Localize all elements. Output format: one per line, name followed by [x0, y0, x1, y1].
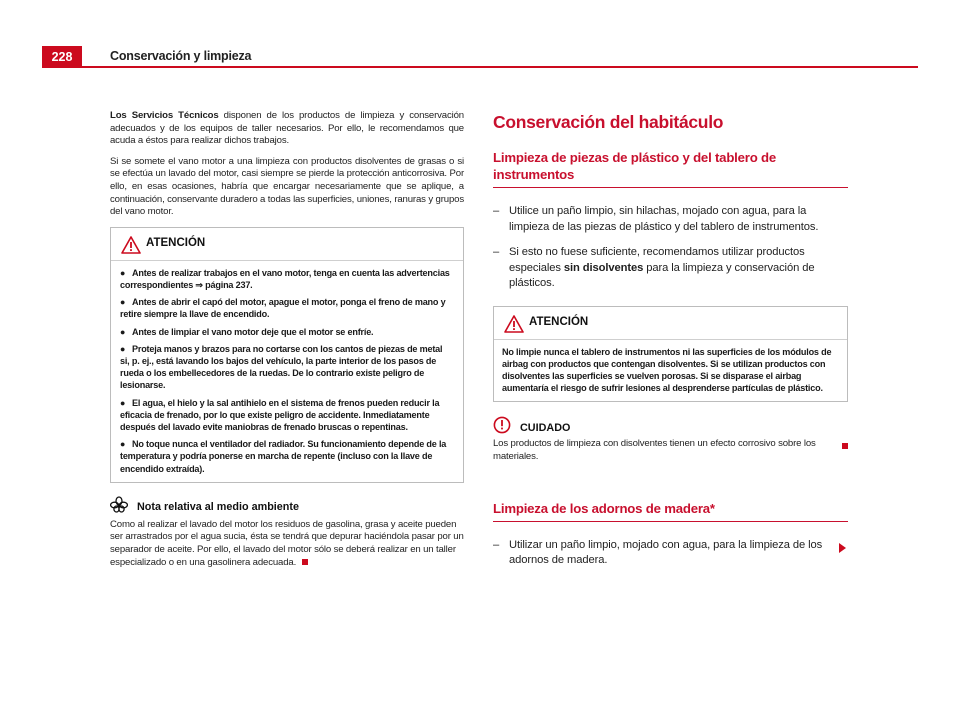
section-end-mark: [842, 443, 848, 449]
list-item-text: Si esto no fuese suficiente, recomendamos utilizar productos especiales: [509, 246, 805, 274]
list-item-text: Utilizar un paño limpio, mojado con agua, para la limpieza de los adornos de madera.: [509, 538, 823, 566]
caution-text: Los productos de limpieza con disolventes tienen un efecto corrosivo sobre los materiales.: [493, 438, 816, 462]
running-title: Conservación y limpieza: [110, 49, 252, 63]
bullet: ●: [120, 267, 126, 278]
environment-note-title: Nota relativa al medio ambiente: [137, 500, 300, 513]
warning-item-text: Antes de abrir el capó del motor, apague el motor, ponga el freno de mano y retire siempre la llave de encendido.: [120, 297, 446, 320]
dash: –: [493, 205, 500, 217]
intro-rest: disponen de los productos de limpieza y conservación adecuados y de los equipos de taller necesarios. Por ello, le recomendamos que acuda a éstos para realizar dichos trabajos.: [110, 110, 464, 147]
caution-exclamation-icon: [493, 416, 511, 434]
plastics-steps: [493, 204, 848, 292]
warning-box: [110, 227, 464, 483]
subsection-title-plastics: Limpieza de piezas de plástico y del tablero de instrumentos: [493, 149, 848, 188]
warning-item-text: Proteja manos y brazos para no cortarse con los cantos de piezas de metal si, p. ej., está lavando los bajos del vehículo, la parte interior de los pasos de rueda o los embellecedores de la ruedas. De lo contrario existe peligro de lesionarse.: [120, 343, 443, 391]
bullet: ●: [120, 439, 126, 450]
list-item: [493, 204, 848, 235]
list-item-bold: sin disolventes: [563, 261, 644, 274]
continue-arrow-icon: [839, 543, 846, 553]
caution-header: [493, 418, 848, 436]
warning-box-airbag: [493, 306, 848, 403]
warning-item-text: El agua, el hielo y la sal antihielo en el sistema de frenos pueden reducir la eficacia de frenado, por lo que existe peligro de accidente. Inmediatamente después del lavado evite maniobras de frenado bruscas o repentinas.: [120, 397, 440, 432]
warning-text: No limpie nunca el tablero de instrumentos ni las superficies de los módulos de airbag con productos que contengan disolventes. Si se utilizan productos con disolventes las superficies se vuelven porosas. Si se disparase el airbag aumentaría el riesgo de sufrir lesiones al desprenderse partículas de plástico.: [502, 346, 832, 394]
warning-title: ATENCIÓN: [146, 236, 206, 249]
environment-note-header: [110, 499, 464, 515]
subsection-title-wood: Limpieza de los adornos de madera*: [493, 500, 848, 522]
environment-note-body: Como al realizar el lavado del motor los residuos de gasolina, grasa y aceite pueden ser arrastrados por el agua sucia, ésta se tendrá que depurar haciéndola pasar por un separador de aceite. Por ello, el lavado del motor sólo se deberá realizar en un taller especializado o en una gasolinera adecuada.: [110, 518, 464, 568]
warning-item: [120, 296, 454, 320]
wood-steps: [493, 538, 848, 569]
dash: –: [493, 538, 500, 551]
warning-body: [494, 340, 847, 402]
bullet: ●: [120, 297, 126, 308]
list-item-text-end: para la limpieza y conservación de plásticos.: [509, 261, 815, 289]
warning-item-text: No toque nunca el ventilador del radiador. Su funcionamiento depende de la temperatura y podría ponerse en marcha de repente (incluso con la llave de encendido extraída).: [120, 439, 447, 474]
section-title: Conservación del habitáculo: [493, 112, 724, 132]
warning-header: [494, 307, 847, 340]
intro-paragraph: [110, 110, 464, 148]
warning-item: [120, 397, 454, 434]
warning-item: [120, 267, 454, 291]
warning-item-text: Antes de realizar trabajos en el vano motor, tenga en cuenta las advertencias correspondientes ⇒ página 237.: [120, 267, 450, 290]
bullet: ●: [120, 343, 126, 354]
warning-body: [111, 261, 463, 482]
environment-note: [110, 499, 464, 569]
warning-item-text: Antes de limpiar el vano motor deje que el motor se enfríe.: [132, 326, 374, 337]
bullet: ●: [120, 397, 126, 408]
engine-wash-paragraph: Si se somete el vano motor a una limpieza con productos disolventes de grasas o si se efectúa un lavado del motor, casi siempre se pierde la protección anticorrosiva. Por ello, en esas ocasiones, habría que encargar necesariamente que se aplique, a continuación, conservante duradero a todas las superficies, uniones, ranuras y grupos del vano motor.: [110, 155, 464, 218]
list-item: [493, 245, 848, 292]
right-column: [493, 112, 848, 579]
warning-triangle-icon: [504, 315, 524, 333]
header-rule: [42, 66, 918, 68]
page-number: 228: [42, 46, 82, 68]
left-column: [110, 110, 464, 569]
section-end-mark: [302, 559, 308, 565]
warning-item: [120, 326, 454, 338]
warning-title: ATENCIÓN: [529, 315, 589, 328]
warning-item: [120, 438, 454, 475]
caution-note: [493, 418, 848, 463]
warning-item: [120, 343, 454, 392]
list-item: [493, 538, 848, 569]
environment-note-text: [110, 519, 464, 569]
list-item-text: Utilice un paño limpio, sin hilachas, mojado con agua, para la limpieza de las piezas de plástico y del tablero de instrumentos.: [509, 205, 819, 233]
warning-header: [111, 228, 463, 261]
bullet: ●: [120, 326, 126, 337]
warning-triangle-icon: [121, 236, 141, 254]
leaf-icon: [110, 496, 128, 514]
page-header: [42, 46, 918, 68]
dash: –: [493, 246, 500, 258]
caution-title: CUIDADO: [520, 422, 571, 435]
intro-lead: Los Servicios Técnicos: [110, 110, 219, 121]
